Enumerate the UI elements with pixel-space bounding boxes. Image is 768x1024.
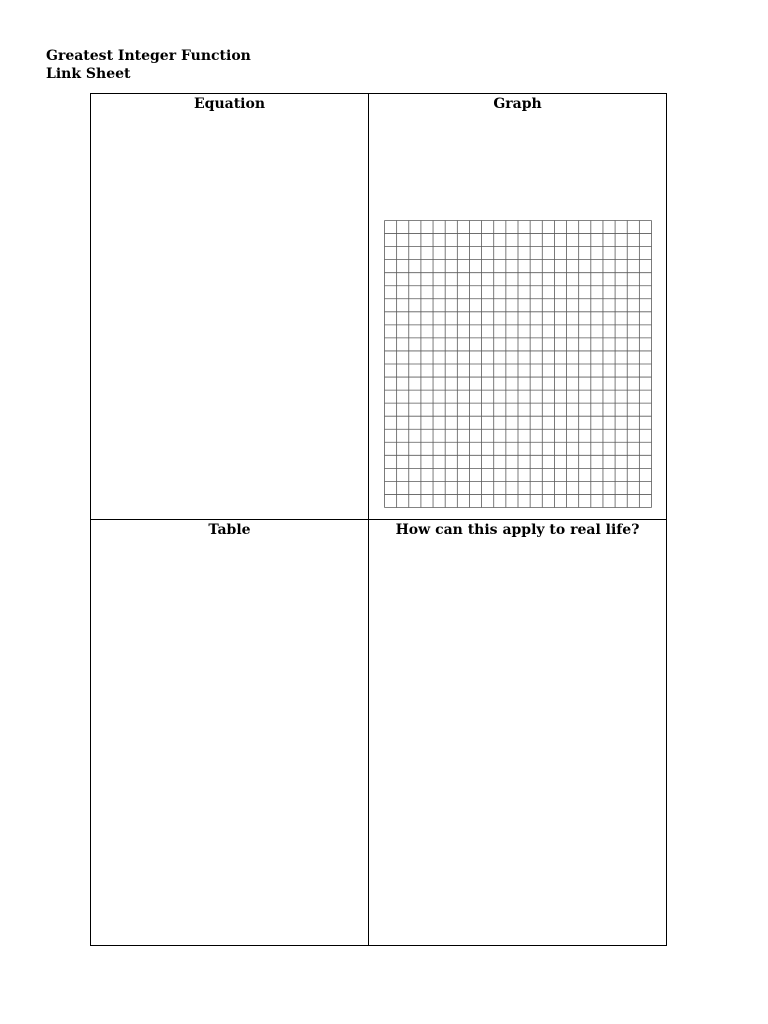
link-sheet-table — [90, 93, 667, 946]
graph-cell-title: Graph — [493, 96, 542, 112]
graph-paper-grid — [384, 220, 652, 508]
worksheet-subtitle: Link Sheet — [46, 66, 131, 82]
worksheet-heading — [46, 47, 251, 83]
real-life-cell-title: How can this apply to real life? — [395, 522, 640, 538]
table-cell-title: Table — [208, 522, 251, 538]
equation-cell-title: Equation — [193, 96, 265, 112]
worksheet-title: Greatest Integer Function — [46, 48, 251, 64]
horizontal-divider — [91, 519, 666, 520]
